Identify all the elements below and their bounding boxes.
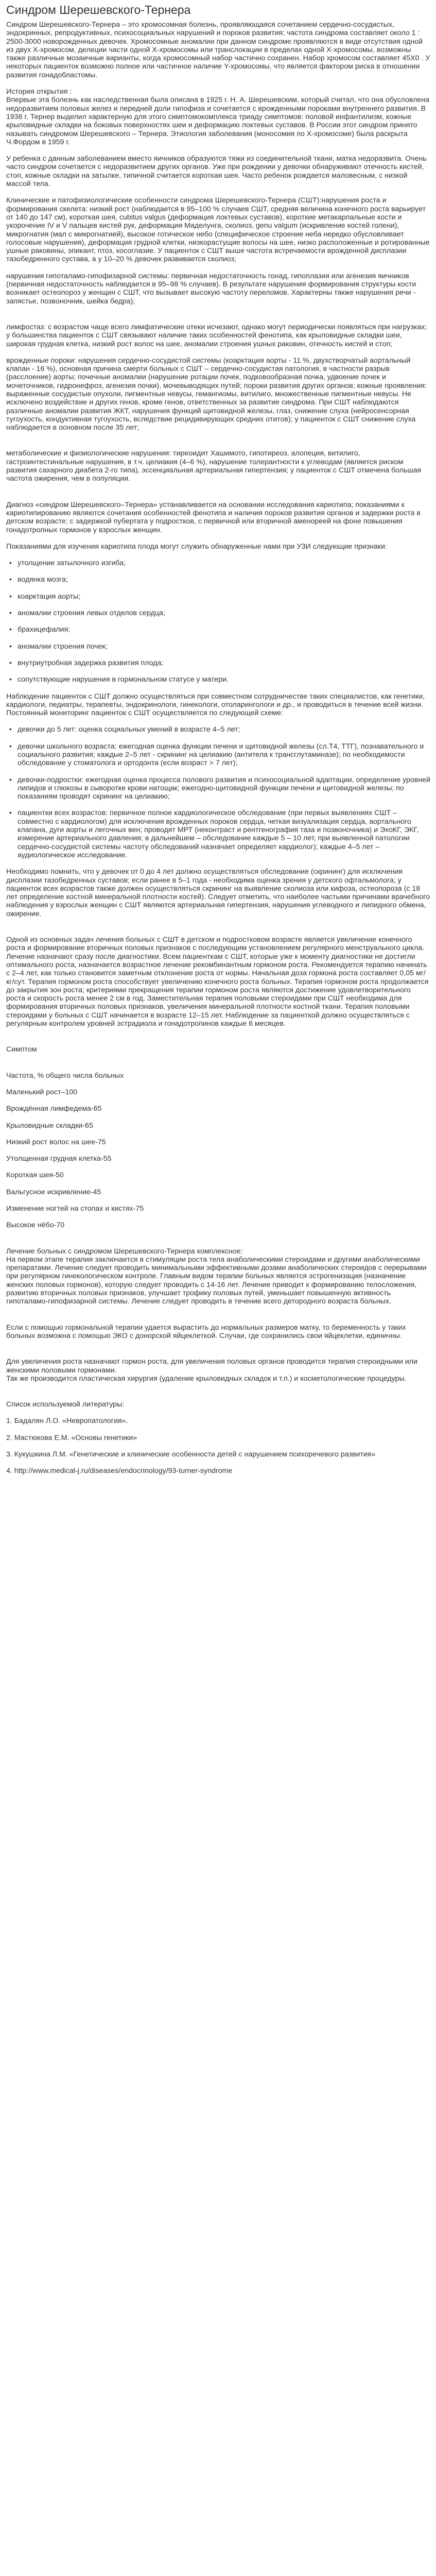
spacer (6, 1314, 431, 1324)
reference-item: 3. Кукушкина Л.М. «Генетические и клинические особенности детей с нарушением психоречевого развития» (6, 1450, 376, 1459)
list-item: • аномалии строения левых отделов сердца; (6, 609, 431, 617)
clinic-paragraph-2: Клинические и патофизиологические особенности синдрома Шерешевского-Тернера (СШТ):нарушения роста и формирования скелета: низкий рост (наблюдается в 95–100 % случаев СШТ, средняя величина конечного роста варьирует от 140 до 147 см), короткая шея, cubitus valgus (деформация локтевых суставов), короткие метакарпальные кости и укорочение IV и V пальцев кистей рук, деформация Маделунга, сколиоз, genu valgum (искривление костей голени), микрогнатия (мал с микрогнатией), высокое готическое небо (специфическое строение неба нередко обусловливает голосовые нарушения), деформация грудной клетки, низкорастущие волосы на шее, низко расположенные и ротированные ушные раковины, эпикант, птоз, косоглазие. У пациенток с СШТ выше частота встречаемости врожденной дисплазии тазобедренного сустава, а у 10–20 % девочек развивается сколиоз; (6, 196, 430, 264)
list-item: • девочки до 5 лет: оценка социальных умений в возрасте 4–5 лет; (6, 725, 431, 734)
clinic-paragraph-6: метаболические и физиологические нарушения: тиреоидит Хашимото, гипотиреоз, алопеция, витилиго, гастроинтестинальные нарушения, в т.ч. целиакия (4–6 %), нарушение толерантности к углеводам (является риском развития сахарного диабета 2-го типа), эссенциальная артериальная гипертензия; у пациенток с СШТ отмечена большая частота ожирения, чем в популяции. (6, 449, 422, 483)
prenatal-paragraph: Необходимо помнить, что у девочек от 0 до 4 лет должно осуществляться обследование (скрининг) для исключения дисплазии тазобедренных суставов; если ранее в 5–1 года - необходима оценка зрения у детского офтальмолога; у пациенток всех возрастов также должен осуществляться скрининг на выявление сколиоза или кифоза, остеопороза (с 18 лет определение костной минеральной плотности костей). Следует отметить, что наиболее частыми причинами врачебного наблюдения у взрослых женщин с СШТ являются артериальная гипертензия, нарушения углеводного и липидного обмена, ожирение. (6, 868, 430, 918)
list-item: Короткая шея-50 (6, 1171, 64, 1180)
list-item: • аномалии строения почек; (6, 642, 431, 651)
spacer (6, 926, 431, 936)
spacer (6, 1348, 431, 1358)
spacer (6, 314, 431, 323)
list-item: • коарктация аорты; (6, 592, 431, 601)
symptoms-heading: Симптом (6, 1045, 37, 1054)
list-item: Крыловидные складки-65 (6, 1121, 93, 1130)
list-item: Частота, % общего числа больных (6, 1071, 124, 1080)
list-item: Утолщенная грудная клетка-55 (6, 1155, 112, 1163)
treatment-paragraph: Лечение больных с синдромом Шерешевского-Тернера комплексное: На первом этапе терапия заключается в стимуляции роста тела анаболическими стероидами и другими анаболическими препаратами. Лечение следует проводить минимальными эффективными дозами анаболических стероидов с перерывами при регулярном гинекологическом контроле. Главным видом терапии больных является эстрогенизация (назначение женских половых гормонов), которую следует проводить с 14-16 лет. Лечение приводит к формированию телосложения, развитию вторичных половых признаков, улучшает трофику половых путей, уменьшает повышенную активность гипоталамо-гипофизарной системы. Лечение следует проводить в течение всего детородного возраста больных. (6, 1247, 427, 1306)
list-item: Низкий рост волос на шее-75 (6, 1138, 106, 1146)
observation-paragraph: Наблюдение пациенток с СШТ должно осуществляться при совместном сотрудничестве таких специалистов, как генетики, кардиологи, педиатры, терапевты, эндокринологи, гинекологи, отоларингологи и др., и проводиться в течение всей жизни. Постоянный мониторинг пациенток с СШТ осуществляется по следующей схеме: (6, 692, 425, 718)
spacer (6, 1238, 431, 1247)
list-item: • утолщение затылочного изгиба; (6, 559, 431, 567)
clinic-paragraph-1: У ребенка с данным заболеванием вместо яичников образуются тяжи из соединительной ткани, матка недоразвита. Очень часто синдром сочетается с недоразвитием других органов. Уже при рождении у девочки обнаруживают отечность кистей, стоп, кожные складки на затылке, типичной считается короткая шея. Часто ребенок рождается маловесным, с низкой массой тела. (6, 155, 427, 189)
list-item: Вальгусное искривление-45 (6, 1188, 101, 1196)
clinic-paragraph-3: нарушения гипоталамо-гипофизарной системы: первичная недостаточность гонад, гипоплазия или агенезия яичников (первичная недостаточность наблюдается в 95–98 % случаев). В результате нарушения формирования структуры кости возникает остеопороз у женщин с СШТ, что вызывает высокую частоту переломов. Характерны также нарушения речи - запястье, позвоночник, шейка бедра); (6, 272, 416, 306)
diagnosis-paragraph: Диагноз «синдром Шерешевского–Тернера» устанавливается на основании исследования кариотипа; показаниями к кариотипированию являются сочетания особенностей фенотипа и наличия пороков развития органов и задержки роста в детском возрасте; с задержкой пубертата у подростков, с первичной или вторичной аменореей на фоне повышения гонадотропных гормонов у взрослых женщин. (6, 500, 421, 534)
clinic-paragraph-4: лимфостаз: с возрастом чаще всего лимфатические отеки исчезают, однако могут периодически появляться при нагрузках; у большинства пациенток с СШТ связывают наличие таких особенностей фенотипа, как крыловидные складки шеи, широкая грудная клетка, низкий рост волос на шее, аномалии строения ушных раковин, отечность кистей и стоп; (6, 323, 427, 348)
spacer (6, 1062, 431, 1072)
spacer (6, 440, 431, 449)
reference-item: 2. Мастюкова Е.М. «Основы генетики» (6, 1433, 137, 1442)
symptoms-list (6, 1072, 431, 1230)
intro-paragraph: Синдром Шерешевского-Тернера – это хромосомная болезнь, проявляющаяся сочетанием сердечно-сосудистых, эндокринных, репродуктивных, психосоциальных нарушений и пороков развития; частота синдрома составляет около 1 : 2500-3000 новорожденных девочек. Хромосомные аномалии при данном синдроме проявляются в виде отсутствия одной из двух Х-хромосом, делеции части одной Х-хромосомы или транслокации в пределах одной Х-хромосомы, возможны также различные мозаичные варианты, когда хромосомный набор частично сохранен. Набор хромосом составляет 45Х0 . У некоторых пациенток возможно полное или частичное наличие Y-хромосомы, что является фактором риска в отношении развития гонадобластомы. (6, 21, 430, 79)
spacer (6, 1391, 431, 1400)
list-item: Маленький рост–100 (6, 1088, 78, 1096)
uzi-list (6, 559, 431, 684)
clinic-paragraph-5: врожденные пороки: нарушения сердечно-сосудистой системы (коарктация аорты - 11 %, двухстворчатый аортальный клапан - 16 %), основная причина смерти больных с СШТ – сердечно-сосудистая патология, в частности разрыв (расслоение) аорты; почечные аномалии (нарушение ротации почек, подковообразная почка, удвоение почек и мочеточников, гидронефроз, агенезия почки), мочевыводящих путей; пороки развития других органов; кожные проявления: выраженные сосудистые опухоли, пигментные невусы, гемангиомы, витилиго, множественные пигментные невусы. Не исключено воздействие и других генов, кроме генов, ответственных за развитие синдрома. При СШТ наблюдаются различные аномалии развития ЖКТ, нарушения функций щитовидной железы, глаз, снижение слуха (нейросенсорная тугоухость, кондуктивная тугоухость, вследствие рецидивирующих средних отитов); у пациенток с СШТ снижение слуха наблюдается в основном после 35 лет; (6, 356, 427, 432)
therapy-paragraph: Одной из основных задач лечения больных с СШТ в детском и подростковом возрасте является увеличение конечного роста и формирование вторичных половых признаков с последующим установлением регулярного менструального цикла. Лечение назначают сразу после диагностики. Всем пациенткам с СШТ, которые уже к моменту диагностики не достигли оптимального роста, назначается возрастное лечение рекомбинантным гормоном роста. Рекомендуется терапию начинать с 2–4 лет, как только становится заметным отклонение роста от нормы. Начальная доза гормона роста составляет 0,05 мг/кг/сут. Терапия гормоном роста способствует увеличению конечного роста больных. Терапия гормоном роста продолжается до закрытия зон роста; критериями прекращения терапии гормоном роста являются достижение удовлетворительного роста и скорость роста менее 2 см в год. Заместительная терапия половыми стероидами при СШТ необходима для формирования вторичных половых признаков, увеличения минеральной плотности костной ткани. Терапия половыми стероидами у больных с СШТ начинается в возрасте 12–15 лет. Наблюдение за пациенткой должно осуществляться с регулярным контролем уровней эстрадиола и гонадотропинов каждые 6 месяцев. (6, 936, 429, 1028)
reference-link[interactable]: 4. http://www.medical-j.ru/diseases/endocrinology/93-turner-syndrome (6, 1467, 233, 1476)
monitoring-list (6, 725, 431, 859)
references-list (6, 1417, 431, 1475)
cosmetic-paragraph: Для увеличения роста назначают гормон роста, для увеличения половых органов проводится терапия стероидными или женскими половыми гормонами. Так же производится пластическая хирургия (удаление крыловидных складок и т.п.) и косметологические процедуры. (6, 1358, 417, 1383)
list-item: • внутриутробная задержка развития плода; (6, 659, 431, 667)
references-title: Список используемой литературы: (6, 1400, 125, 1409)
page-title: Синдром Шерешевского-Тернера (6, 3, 191, 16)
list-item: • девочки школьного возраста: ежегодная оценка функции печени и щитовидной железы (сл.Т4, ТТГ), познавательного и социального развития; каждые 2–5 лет - скрининг на целиакию (антитела к трансглутаминазе); по необходимости обследование у стоматолога и ортодонта (если возраст > 7 лет); (6, 742, 431, 768)
spacer (6, 492, 431, 501)
spacer (6, 1036, 431, 1045)
list-item: Изменение ногтей на стопах и кистях-75 (6, 1204, 144, 1213)
list-item: • водянка мозга; (6, 575, 431, 584)
history-paragraph: История открытия : Впервые эта болезнь как наследственная была описана в 1925 г. Н. А. Шерешевским, который считал, что она обусловлена недоразвитием половых желез и передней доли гипофиза и сочетается с врожденными пороками внутреннего развития. В 1938 г. Тернер выделил характерную для этого симптомокомплекса триаду симптомов: половой инфантилизм, кожные крыловидные складки на боковых поверхностях шеи и деформацию локтевых суставов. В России этот синдром принято называть синдромом Шерешевского – Тернера. Этиология заболевания (моносомия по Х-хромосоме) была раскрыта Ч.Фордом в 1959 г. (6, 88, 429, 146)
list-item: • пациентки всех возрастов: первичное полное кардиологическое обследование (при первых выявлениях СШТ – совместно с кардиологом) для исключения врожденных пороков сердца, четкая визуализация сердца, аортального клапана, дуги аорты и легочных вен; проводят МРТ (неконтраст и рентгенография таза и позвоночника) и ЭхоКГ, ЭКГ, измерение артериального давления; в дальнейшем – обследование каждые 5 – 10 лет, при выявленной патологии сердечно-сосудистой системы частоту обследований назначает определяет кардиолог); каждые 4–5 лет – аудиологическое исследование. (6, 809, 431, 859)
list-item: • брахицефалия; (6, 625, 431, 634)
list-item: Врождённая лимфедема-65 (6, 1105, 102, 1113)
list-item: • девочки-подростки: ежегодная оценка процесса полового развития и психосоциальной адаптации, определение уровней липидов и глюкозы в сыворотке крови натощак; ежегодно-щитовидной функции печени и щитовидной железы; по показаниям проводят скрининг на целиакию; (6, 776, 431, 801)
uzi-intro: Показаниями для изучения кариотипа плода могут служить обнаруженные нами при УЗИ следующие признаки: (6, 542, 387, 551)
outcome-paragraph: Если с помощью гормональной терапии удается вырастить до нормальных размеров матку, то беременность у таких больных возможна с помощью ЭКО с донорской яйцеклеткой. Случаи, где сохранились свои яйцеклетки, единичны. (6, 1323, 406, 1340)
list-item: Высокое нёбо-70 (6, 1221, 65, 1230)
list-item: • сопутствующие нарушения в гормональном статусе у матери. (6, 675, 431, 684)
reference-item: 1. Бадалян Л.О. «Невропатология». (6, 1417, 128, 1426)
